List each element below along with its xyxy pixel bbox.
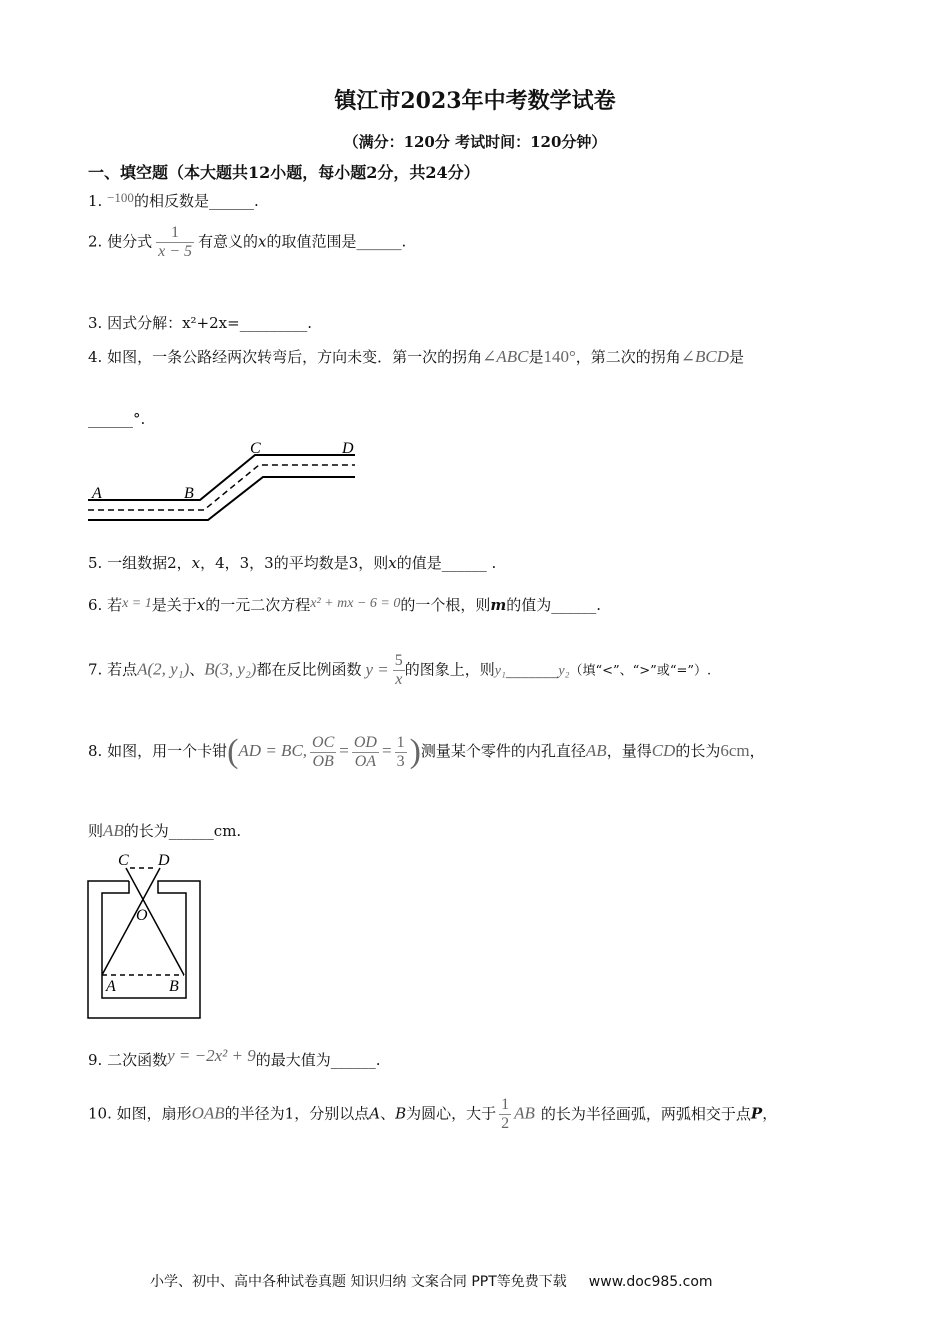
footer-text: 小学、初中、高中各种试卷真题 知识归纳 文案合同 PPT等免费下载 www.doc985.com — [150, 1274, 713, 1290]
question-8: 8. 如图，用一个卡钳(AD = BC, $\frac{OC}{OB}$ = $\frac{OD}{OA}$ = $\frac{1}{3}$ )测量某个零件的内孔直径AB，量得CD的长为6cm， — [88, 733, 765, 770]
question-4: 4. 如图，一条公路经两次转弯后，方向未变．第一次的拐角∠ABC是140°，第二次的拐角∠BCD是 — [88, 347, 745, 366]
label-C: C — [118, 852, 129, 869]
label-B: B — [169, 978, 179, 995]
label-B: B — [184, 485, 194, 502]
label-D: D — [342, 440, 354, 457]
label-A: A — [106, 978, 116, 995]
question-9: 9. 二次函数y = −2x² + 9的最大值为______. — [88, 1046, 381, 1069]
caliper-figure — [80, 848, 210, 1028]
question-1: 1. −100的相反数是______. — [88, 190, 259, 210]
label-O: O — [136, 907, 148, 924]
footer-url[interactable]: www.doc985.com — [588, 1274, 713, 1290]
question-7: 7. 若点A(2, y₁)、B(3, y₂)都在反比例函数 y = $\frac{5}{x}$ 的图象上，则y₁_______y₂（填“<”、“>”或“=”）. — [88, 652, 712, 688]
question-3: 3. 因式分解：x²+2x=_________. — [88, 314, 312, 332]
page-title: 镇江市2023年中考数学试卷 — [334, 88, 616, 114]
question-6: 6. 若x = 1是关于x的一元二次方程x² + mx − 6 = 0的一个根，则m的值为______. — [88, 596, 602, 614]
question-10: 10. 如图，扇形OAB的半径为1，分别以点A、B为圆心，大于 $\frac{1}{2}$ AB 的长为半径画弧，两弧相交于点P， — [88, 1096, 778, 1132]
label-D: D — [158, 852, 170, 869]
label-A: A — [92, 485, 102, 502]
question-4-blank: ______°. — [88, 410, 146, 428]
question-2: 2. 使分式 $\frac{1}{x - 5}$ 有意义的x的取值范围是______. — [88, 224, 407, 260]
road-figure — [80, 435, 370, 530]
exam-info: （满分：120分 考试时间：120分钟） — [343, 133, 607, 151]
question-8-cont: 则AB的长为______cm. — [88, 821, 242, 840]
question-5: 5. 一组数据2，x，4，3，3的平均数是3，则x的值是______ . — [88, 554, 497, 572]
section-heading: 一、填空题（本大题共12小题，每小题2分，共24分） — [88, 163, 480, 182]
label-C: C — [250, 440, 261, 457]
